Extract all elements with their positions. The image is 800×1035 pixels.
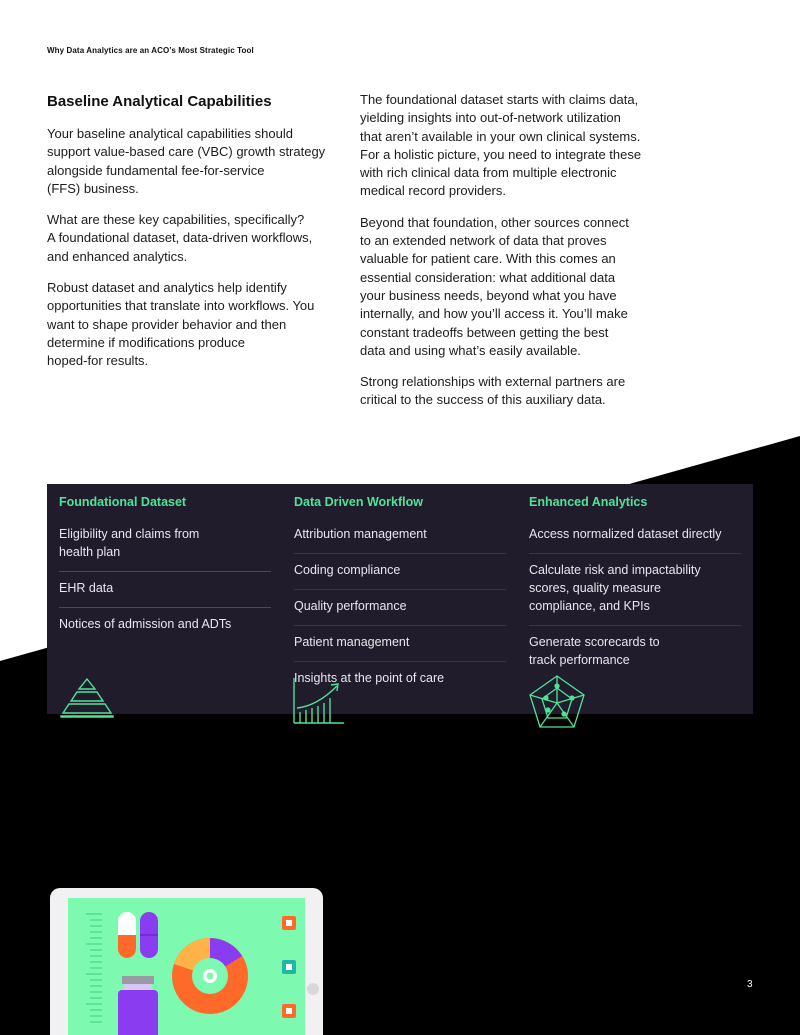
page-number: 3 xyxy=(747,979,753,990)
panel-column-workflow xyxy=(294,494,506,701)
panel-item: Generate scorecards to track performance xyxy=(529,635,660,667)
panel-item: Access normalized dataset directly xyxy=(529,522,741,554)
panel-column-title: Foundational Dataset xyxy=(59,495,187,509)
right-column xyxy=(360,91,660,423)
tablet-screen xyxy=(68,898,305,1035)
panel-item: Attribution management xyxy=(294,522,506,554)
panel-item: Notices of admission and ADTs xyxy=(59,617,232,631)
running-header: Why Data Analytics are an ACO’s Most Strategic Tool xyxy=(47,46,254,55)
panel-column-title: Data Driven Workflow xyxy=(294,495,423,509)
medical-illustration xyxy=(68,898,305,1035)
tablet-illustration xyxy=(50,888,323,1035)
left-column xyxy=(47,92,342,384)
left-paragraph-1: Your baseline analytical capabilities should support value-based care (VBC) growth strategy alongside fundamental fee-for-service (FFS) business. xyxy=(47,126,326,196)
section-heading: Baseline Analytical Capabilities xyxy=(47,93,272,110)
growth-chart-icon xyxy=(293,676,345,726)
right-paragraph-1: The foundational dataset starts with claims data, yielding insights into out-of-network utilization that aren’t available in your own clinical systems. For a holistic picture, you need to integrate these with rich clinical data from multiple electronic medical record providers. xyxy=(360,92,642,199)
left-paragraph-3: Robust dataset and analytics help identify opportunities that translate into workflows. You want to shape provider behavior and then determine if modifications produce hoped-for results. xyxy=(47,280,315,369)
capabilities-panel xyxy=(47,484,753,714)
radar-chart-icon xyxy=(528,674,586,730)
right-paragraph-2: Beyond that foundation, other sources connect to an extended network of data that proves valuable for patient care. With this comes an essential consideration: what additional data your business needs, beyond what you have internally, and how you’ll access it. You’ll make constant tradeoffs between getting the best data and using what’s easily available. xyxy=(360,214,629,358)
panel-item: Quality performance xyxy=(294,594,506,626)
panel-item: Calculate risk and impactability scores, quality measure compliance, and KPIs xyxy=(529,558,741,626)
panel-column-title: Enhanced Analytics xyxy=(529,495,648,509)
left-paragraph-2: What are these key capabilities, specifically? A foundational dataset, data-driven workflows, and enhanced analytics. xyxy=(47,212,313,264)
panel-column-analytics xyxy=(529,494,741,683)
panel-item: Patient management xyxy=(294,630,506,662)
panel-item: EHR data xyxy=(59,576,271,608)
panel-column-foundational xyxy=(59,494,271,647)
panel-item: Coding compliance xyxy=(294,558,506,590)
pyramid-icon xyxy=(59,676,115,726)
tablet-home-button xyxy=(307,983,319,995)
right-paragraph-3: Strong relationships with external partners are critical to the success of this auxiliary data. xyxy=(360,374,626,408)
panel-item: Insights at the point of care xyxy=(294,671,445,685)
panel-item: Eligibility and claims from health plan xyxy=(59,522,271,572)
